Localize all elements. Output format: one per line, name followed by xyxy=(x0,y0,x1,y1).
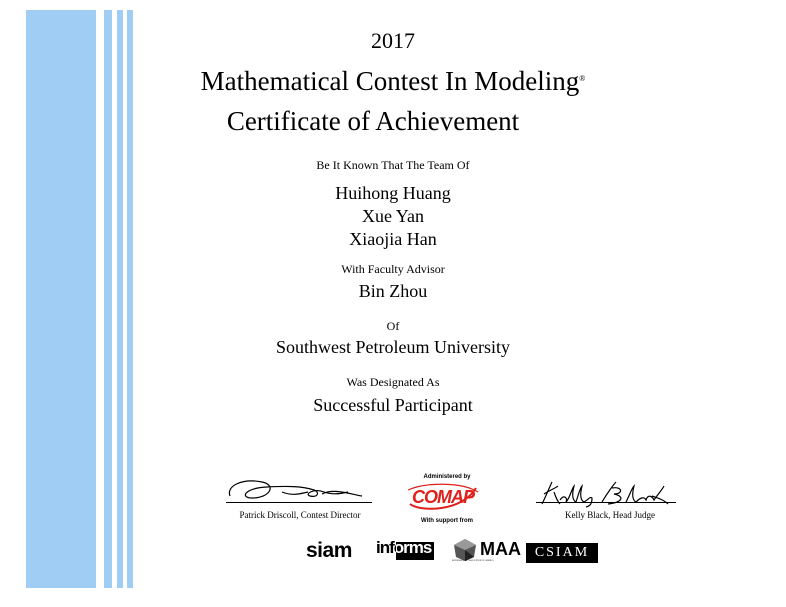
judge-caption: Kelly Black, Head Judge xyxy=(565,510,655,520)
trademark-symbol: ® xyxy=(579,74,586,83)
siam-wordmark: siam xyxy=(306,539,352,562)
judge-signature-line xyxy=(536,502,676,503)
team-member-1: Huihong Huang xyxy=(335,183,451,203)
contest-title xyxy=(0,66,786,97)
team-member-2: Xue Yan xyxy=(361,206,424,226)
director-caption: Patrick Driscoll, Contest Director xyxy=(239,510,361,520)
team-member-3: Xiaojia Han xyxy=(349,229,437,249)
informs-logo xyxy=(376,538,439,562)
advisor-label: With Faculty Advisor xyxy=(341,262,445,276)
support-label: With support from xyxy=(421,518,473,524)
maa-polyhedron-icon xyxy=(452,538,478,562)
maa-wordmark: MAA xyxy=(480,539,521,559)
of-label: Of xyxy=(386,319,400,333)
institution-name: Southwest Petroleum University xyxy=(276,337,510,357)
siam-logo xyxy=(306,539,352,563)
contest-title-text: Mathematical Contest In Modeling xyxy=(200,66,580,96)
certificate-year: 2017 xyxy=(371,28,415,53)
informs-wordmark: informs xyxy=(376,538,432,557)
comap-wordmark: COMAP xyxy=(412,487,474,507)
maa-subtext: MATHEMATICAL ASSOCIATION OF AMERICA xyxy=(452,560,494,562)
intro-text: Be It Known That The Team Of xyxy=(316,158,470,172)
csiam-logo xyxy=(526,543,598,563)
designation-label: Was Designated As xyxy=(346,375,440,389)
designation: Successful Participant xyxy=(313,395,473,415)
csiam-wordmark: CSIAM xyxy=(534,545,590,560)
director-signature-line xyxy=(226,502,372,503)
administered-by-label: Administered by xyxy=(423,474,471,480)
comap-logo xyxy=(406,482,480,512)
maa-logo xyxy=(452,538,521,564)
judge-signature xyxy=(536,478,676,508)
certificate-subtitle: Certificate of Achievement xyxy=(226,106,520,136)
advisor-name: Bin Zhou xyxy=(358,281,428,301)
